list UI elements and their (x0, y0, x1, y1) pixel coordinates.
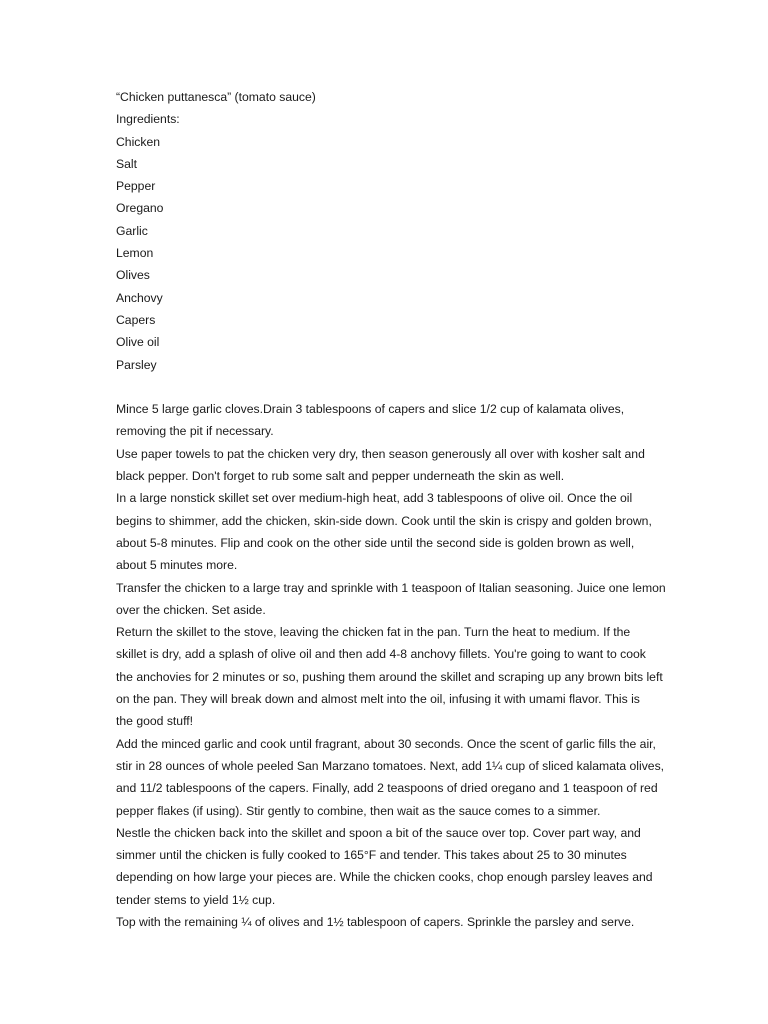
instruction-line: over the chicken. Set aside. (116, 602, 266, 617)
instruction-step (116, 443, 646, 488)
instruction-line: Transfer the chicken to a large tray and sprinkle with 1 teaspoon of Italian seasoning. Juice one lemon (116, 580, 666, 595)
instruction-line: removing the pit if necessary. (116, 424, 274, 439)
instruction-line: on the pan. They will break down and almost melt into the oil, infusing it with umami flavor. This is (116, 692, 640, 707)
instruction-line: Top with the remaining ¼ of olives and 1½ tablespoon of capers. Sprinkle the parsley and serve. (116, 914, 635, 929)
instruction-step (116, 621, 663, 732)
ingredients-heading: Ingredients: (116, 112, 180, 127)
instruction-line: black pepper. Don't forget to rub some salt and pepper underneath the skin as well. (116, 469, 565, 484)
recipe-document (116, 86, 666, 933)
ingredient-item: Oregano (116, 201, 164, 216)
ingredient-item: Pepper (116, 179, 156, 194)
instruction-line: the good stuff! (116, 714, 194, 729)
instruction-line: In a large nonstick skillet set over medium-high heat, add 3 tablespoons of olive oil. Once the oil (116, 491, 633, 506)
ingredient-item: Olives (116, 268, 150, 283)
instruction-line: skillet is dry, add a splash of olive oil and then add 4-8 anchovy fillets. You're going to want to cook (116, 647, 646, 662)
recipe-title: “Chicken puttanesca” (tomato sauce) (116, 90, 316, 104)
instruction-line: Use paper towels to pat the chicken very dry, then season generously all over with kosher salt and (116, 446, 645, 461)
ingredient-item: Salt (116, 156, 138, 171)
instruction-step (116, 577, 666, 622)
instruction-step (116, 398, 646, 443)
instruction-line: simmer until the chicken is fully cooked to 165°F and tender. This takes about 25 to 30 minutes (116, 848, 627, 863)
instruction-step (116, 487, 652, 576)
instruction-line: Mince 5 large garlic cloves.Drain 3 tablespoons of capers and slice 1/2 cup of kalamata olives, (116, 402, 625, 417)
instruction-line: about 5 minutes more. (116, 558, 238, 573)
section-gap (116, 376, 646, 398)
instruction-line: about 5-8 minutes. Flip and cook on the other side until the second side is golden brown as well, (116, 535, 635, 550)
instruction-line: pepper flakes (if using). Stir gently to combine, then wait as the sauce comes to a simmer. (116, 803, 601, 818)
instruction-step (116, 911, 646, 933)
instruction-line: Add the minced garlic and cook until fragrant, about 30 seconds. Once the scent of garlic fills the air, (116, 736, 656, 751)
ingredient-item: Lemon (116, 246, 154, 261)
ingredient-item: Anchovy (116, 290, 163, 305)
instruction-line: stir in 28 ounces of whole peeled San Marzano tomatoes. Next, add 1¼ cup of sliced kalamata olives, (116, 758, 665, 773)
ingredient-item: Olive oil (116, 335, 160, 350)
instruction-line: tender stems to yield 1½ cup. (116, 892, 276, 907)
instruction-line: begins to shimmer, add the chicken, skin-side down. Cook until the skin is crispy and golden brown, (116, 513, 652, 528)
ingredient-item: Capers (116, 312, 156, 327)
instruction-line: Return the skillet to the stove, leaving the chicken fat in the pan. Turn the heat to medium. If the (116, 625, 631, 640)
ingredient-item: Parsley (116, 357, 157, 372)
instructions (116, 398, 666, 933)
ingredient-item: Garlic (116, 223, 148, 238)
instruction-step (116, 733, 665, 822)
ingredient-item: Chicken (116, 134, 161, 149)
instruction-line: and 11/2 tablespoons of the capers. Finally, add 2 teaspoons of dried oregano and 1 teaspoon of red (116, 781, 658, 796)
instruction-step (116, 822, 653, 911)
instruction-line: depending on how large your pieces are. While the chicken cooks, chop enough parsley leaves and (116, 870, 653, 885)
instruction-line: the anchovies for 2 minutes or so, pushing them around the skillet and scraping up any brown bits left (116, 669, 663, 684)
ingredients-list (116, 131, 646, 376)
instruction-line: Nestle the chicken back into the skillet and spoon a bit of the sauce over top. Cover part way, and (116, 825, 641, 840)
